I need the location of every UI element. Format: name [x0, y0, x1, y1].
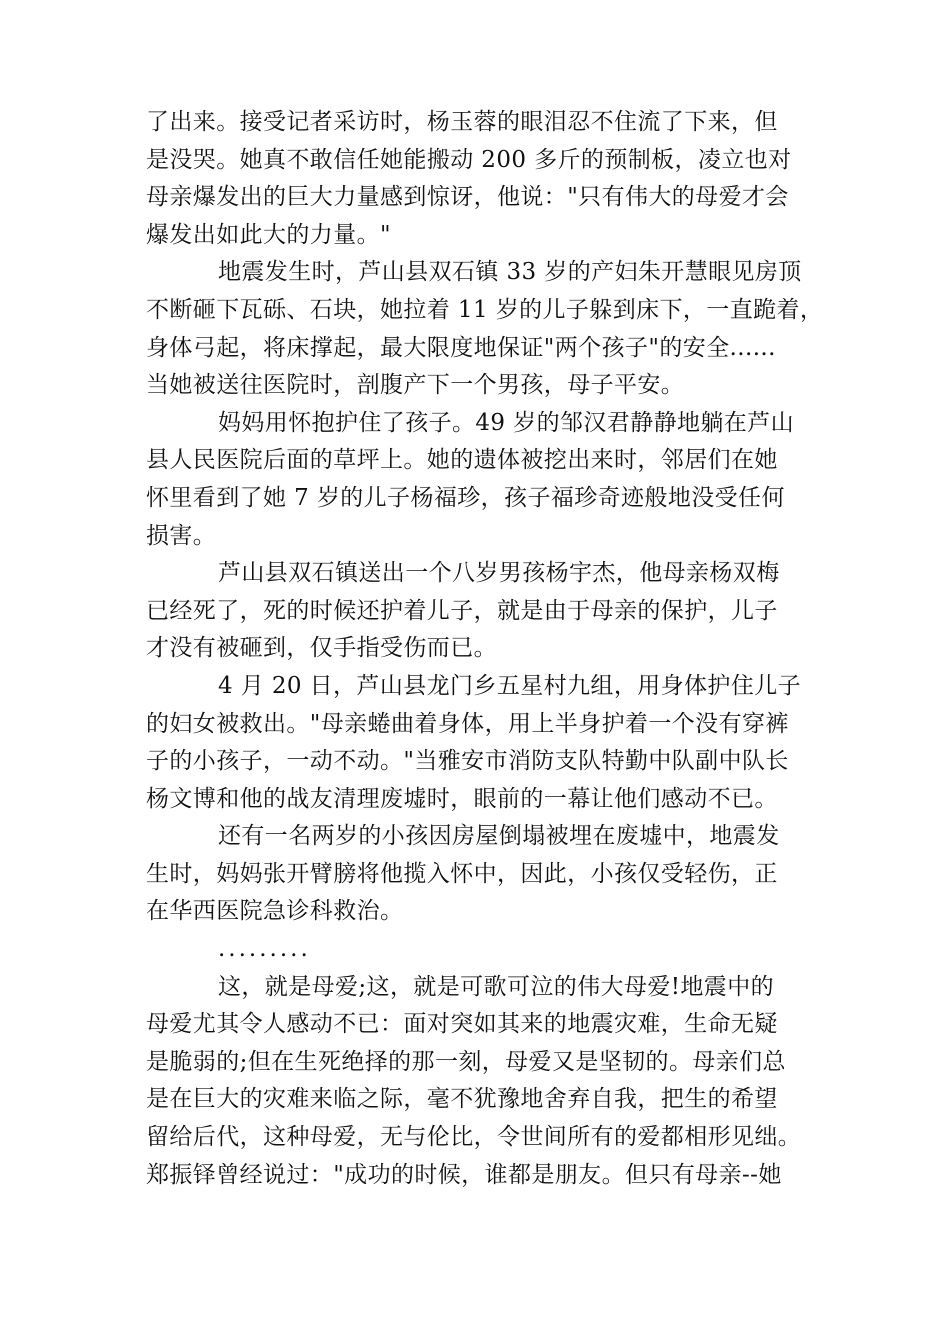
text-line: 留给后代，这种母爱，无与伦比，令世间所有的爱都相形见绌。 [146, 1124, 802, 1151]
text-line: 母亲爆发出的巨大力量感到惊讶，他说："只有伟大的母爱才会 [146, 184, 789, 211]
text-line: 县人民医院后面的草坪上。她的遗体被挖出来时，邻居们在她 [146, 447, 778, 474]
text-line: 杨文博和他的战友清理废墟时，眼前的一幕让他们感动不已。 [146, 785, 778, 812]
text-line: 生时，妈妈张开臂膀将他揽入怀中，因此，小孩仅受轻伤，正 [146, 860, 778, 887]
text-line: 子的小孩子，一动不动。"当雅安市消防支队特勤中队副中队长 [146, 748, 789, 775]
text-line: 芦山县双石镇送出一个八岁男孩杨宇杰，他母亲杨双梅 [218, 560, 780, 587]
text-line: 4 月 20 日，芦山县龙门乡五星村九组，用身体护住儿子 [218, 672, 802, 699]
text-line: 是没哭。她真不敢信任她能搬动 200 多斤的预制板，凌立也对 [146, 146, 792, 173]
text-line: 才没有被砸到，仅手指受伤而已。 [146, 635, 497, 662]
text-line: 这，就是母爱;这，就是可歌可泣的伟大母爱!地震中的 [218, 973, 774, 1000]
text-line: 在华西医院急诊科救治。 [146, 898, 404, 925]
text-line: 郑振铎曾经说过："成功的时候，谁都是朋友。但只有母亲--她 [146, 1161, 782, 1188]
text-line: 损害。 [146, 522, 217, 549]
text-line: 地震发生时，芦山县双石镇 33 岁的产妇朱开慧眼见房顶 [218, 259, 802, 286]
text-line: 妈妈用怀抱护住了孩子。49 岁的邹汉君静静地躺在芦山 [218, 409, 794, 436]
text-line: 是脆弱的;但在生死绝择的那一刻，母爱又是坚韧的。母亲们总 [146, 1048, 786, 1075]
text-line: 不断砸下瓦砾、石块，她拉着 11 岁的儿子躲到床下，一直跪着， [146, 296, 824, 323]
text-line: 是在巨大的灾难来临之际，毫不犹豫地舍弃自我，把生的希望 [146, 1086, 778, 1113]
text-line: 母爱尤其令人感动不已：面对突如其来的地震灾难，生命无疑 [146, 1011, 778, 1038]
text-line: 的妇女被救出。"母亲蜷曲着身体，用上半身护着一个没有穿裤 [146, 710, 789, 737]
text-line: 当她被送往医院时，剖腹产下一个男孩，母子平安。 [146, 372, 685, 399]
text-line: 身体弓起，将床撑起，最大限度地保证"两个孩子"的安全...... [146, 334, 776, 361]
text-line: 爆发出如此大的力量。" [146, 221, 391, 248]
text-line: 还有一名两岁的小孩因房屋倒塌被埋在废墟中，地震发 [218, 823, 780, 850]
text-line: 了出来。接受记者采访时，杨玉蓉的眼泪忍不住流了下来，但 [146, 109, 778, 135]
text-line: 已经死了，死的时候还护着儿子，就是由于母亲的保护，儿子 [146, 597, 778, 624]
text-line: 怀里看到了她 7 岁的儿子杨福珍，孩子福珍奇迹般地没受任何 [146, 484, 785, 511]
document-page [146, 104, 824, 1194]
ellipsis-line: ......... [218, 936, 311, 963]
